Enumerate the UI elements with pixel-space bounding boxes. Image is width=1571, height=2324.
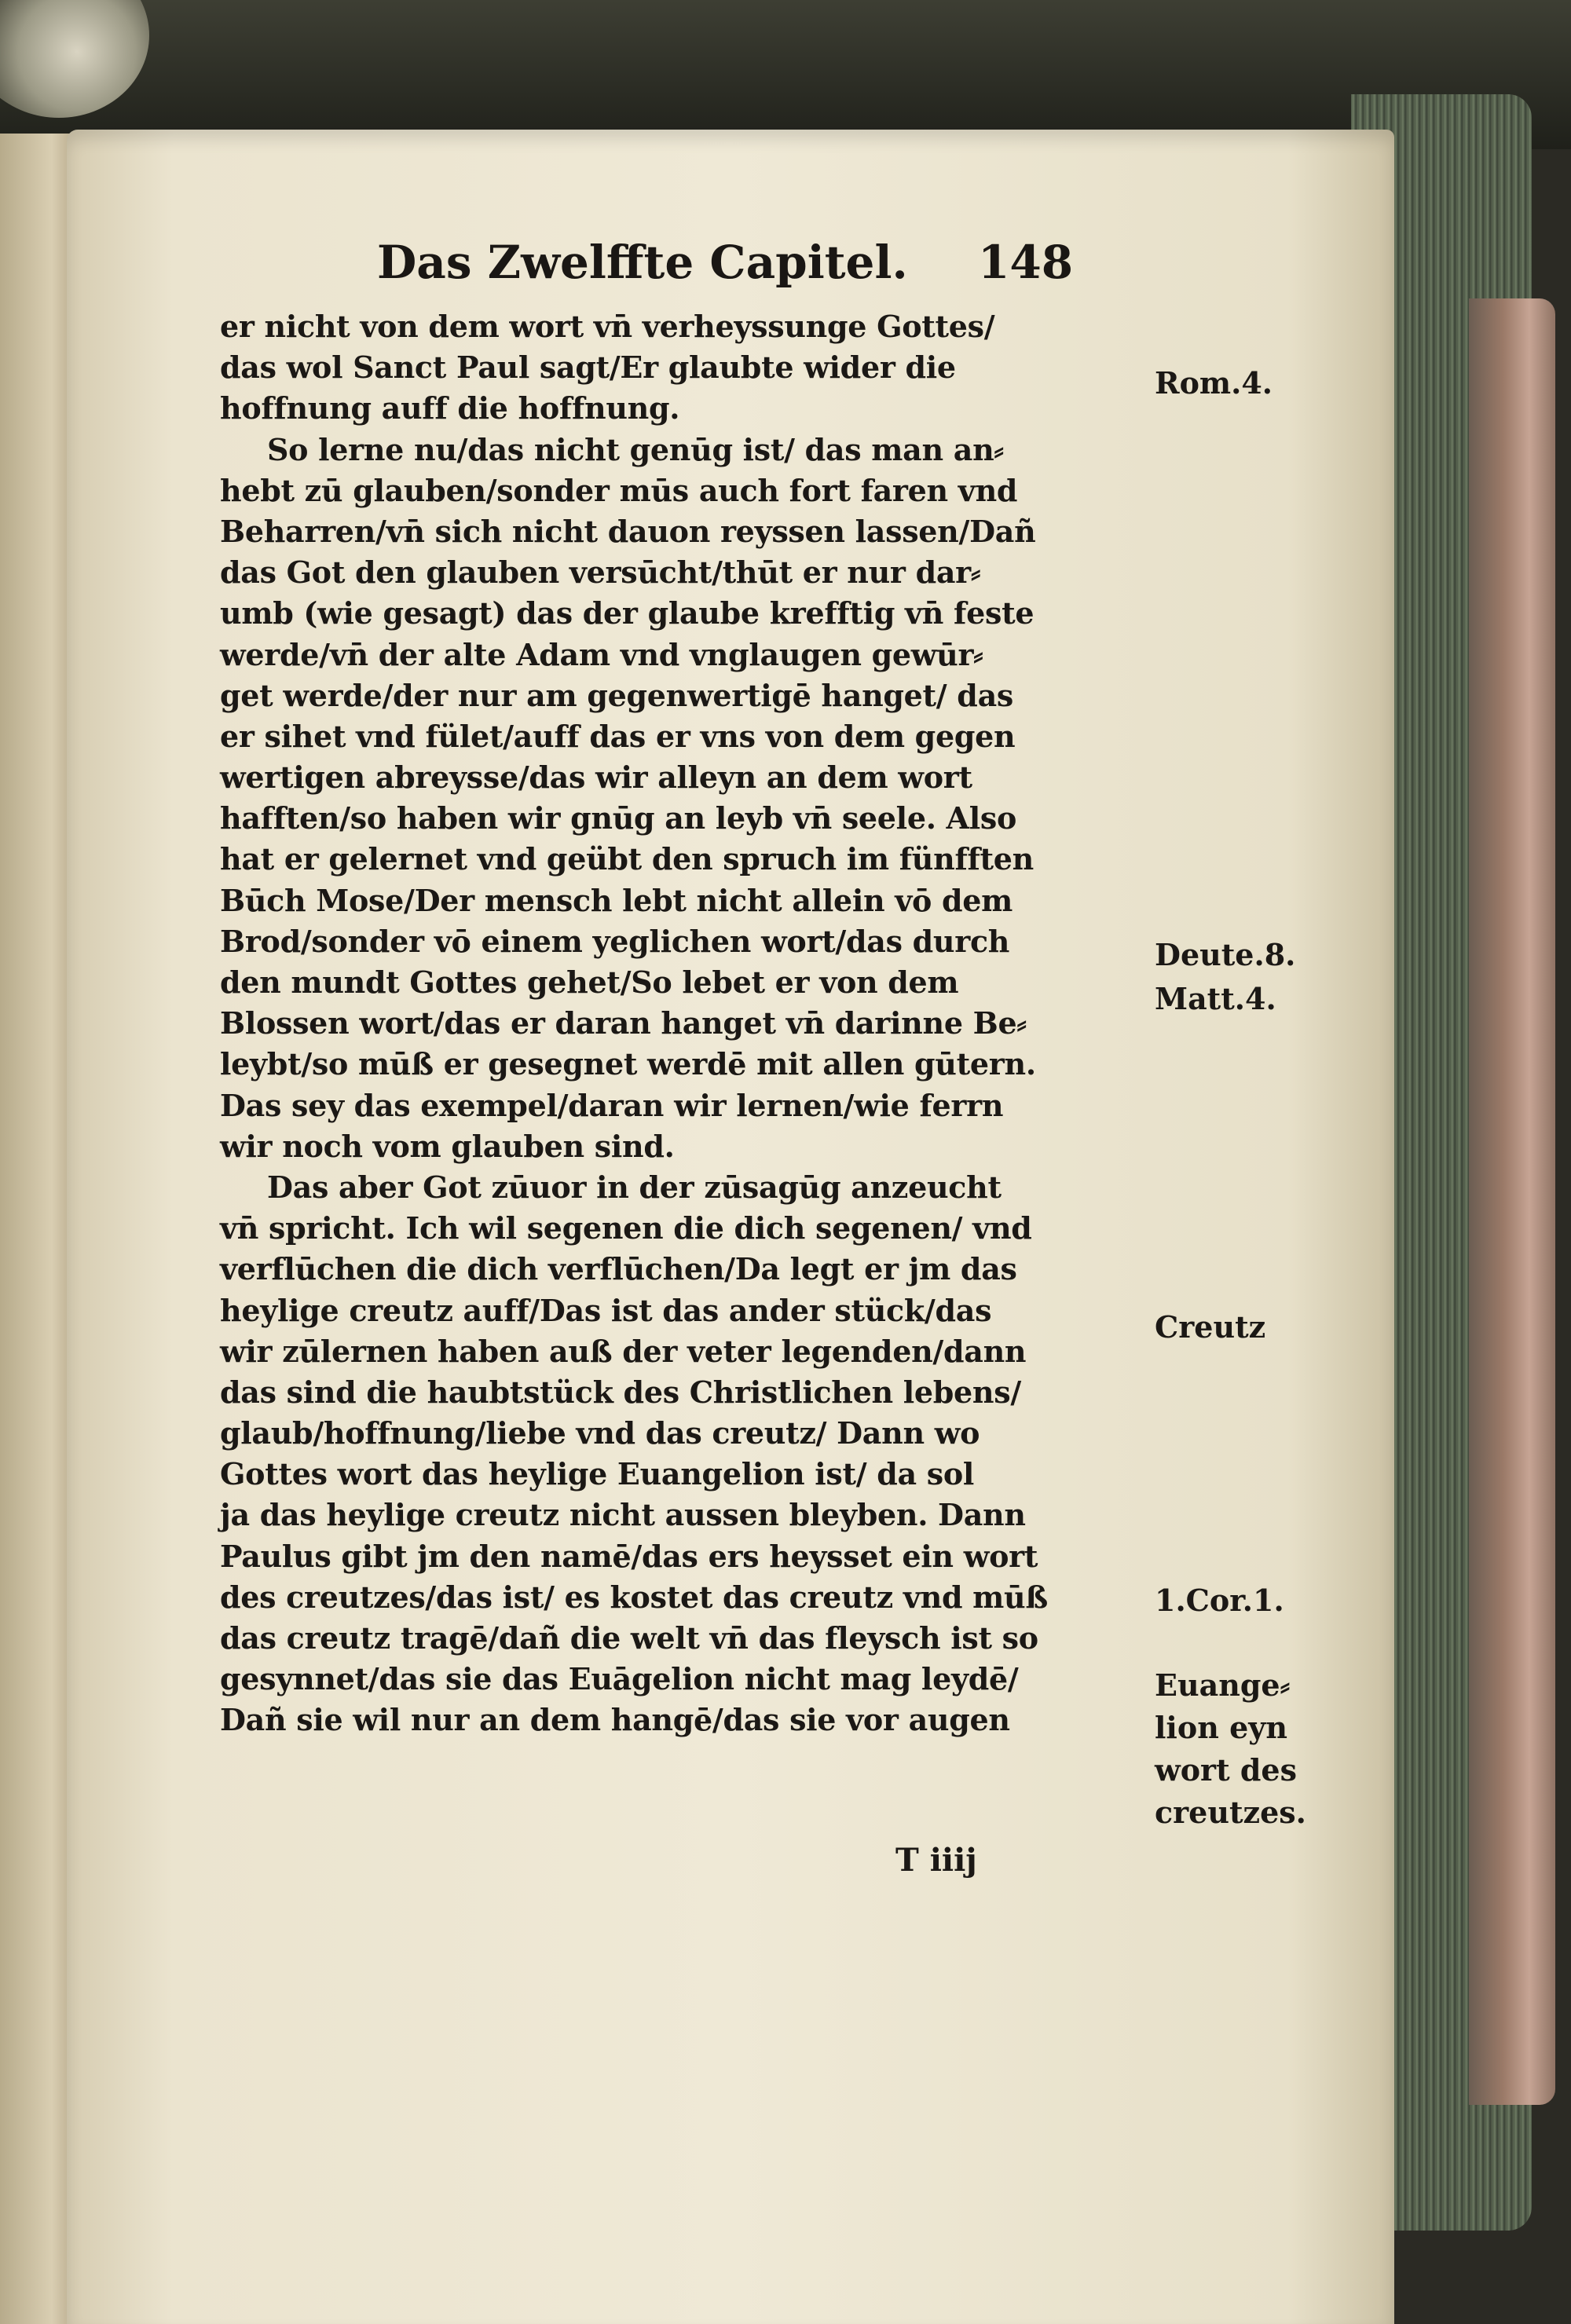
text-line: Gottes wort das heylige Euangelion ist/ da sol [220, 1456, 975, 1492]
margin-note-euangelion: wort des [1155, 1752, 1298, 1788]
text-line: vn̄ spricht. Ich wil segenen die dich segenen/ vnd [220, 1210, 1032, 1246]
text-line: das sind die haubtstück des Christlichen lebens/ [220, 1374, 1021, 1410]
margin-note-creutz: Creutz [1155, 1309, 1266, 1345]
text-line: hat er gelernet vnd geübt den spruch im fünfften [220, 841, 1034, 877]
text-line: wir noch vom glauben sind. [220, 1128, 675, 1164]
text-line: wertigen abreysse/das wir alleyn an dem wort [220, 759, 972, 796]
text-line: get werde/der nur am gegenwertigē hanget/ das [220, 677, 1013, 713]
margin-note-euangelion: Euange⸗ [1155, 1667, 1291, 1703]
text-line: wir zūlernen haben auß der veter legenden/dann [220, 1333, 1027, 1369]
text-line: des creutzes/das ist/ es kostet das creutz vnd mūß [220, 1579, 1048, 1615]
text-line: Blossen wort/das er daran hanget vn̄ darinne Be⸗ [220, 1005, 1027, 1041]
margin-note-cor: 1.Cor.1. [1155, 1583, 1284, 1618]
text-line: das wol Sanct Paul sagt/Er glaubte wider die [220, 350, 956, 386]
text-line: werde/vn̄ der alte Adam vnd vnglaugen gewūr⸗ [220, 636, 983, 672]
text-line: hafften/so haben wir gnūg an leyb vn̄ seele. Also [220, 800, 1017, 836]
text-line: leybt/so mūß er gesegnet werdē mit allen gūtern. [220, 1046, 1036, 1082]
text-line: Būch Mose/Der mensch lebt nicht allein vō dem [220, 882, 1013, 918]
text-line: verflūchen die dich verflūchen/Da legt er jm das [220, 1251, 1017, 1287]
text-line: hebt zū glauben/sonder mūs auch fort faren vnd [220, 472, 1018, 508]
text-line: heylige creutz auff/Das ist das ander stück/das [220, 1292, 992, 1328]
text-line: er sihet vnd fület/auff das er vns von dem gegen [220, 718, 1016, 754]
signature-mark: T iiij [895, 1842, 977, 1879]
text-line: den mundt Gottes gehet/So lebet er von dem [220, 964, 959, 1000]
text-line: Das sey das exempel/daran wir lernen/wie ferrn [220, 1087, 1004, 1123]
margin-note-rom: Rom.4. [1155, 365, 1273, 401]
running-head-title: Das Zwelffte Capitel. [377, 236, 908, 289]
margin-note-deute: Deute.8. [1155, 937, 1296, 972]
book-cover-top [0, 0, 1571, 149]
text-line: das creutz tragē/dañ die welt vn̄ das fleysch ist so [220, 1620, 1038, 1656]
cover-edge [1469, 298, 1555, 2105]
text-line: Paulus gibt jm den namē/das ers heysset ein wort [220, 1538, 1038, 1574]
text-line: Dañ sie wil nur an dem hangē/das sie vor augen [220, 1702, 1010, 1738]
main-text-block [220, 306, 1131, 1741]
text-line: Brod/sonder vō einem yeglichen wort/das durch [220, 923, 1010, 959]
text-line: umb (wie gesagt) das der glaube krefftig vn̄ feste [220, 595, 1035, 631]
text-line: So lerne nu/das nicht genūg ist/ das man an⸗ [267, 431, 1004, 467]
text-line: Beharren/vn̄ sich nicht dauon reyssen lassen/Dañ [220, 513, 1036, 549]
text-line: ja das heylige creutz nicht aussen bleyben. Dann [220, 1497, 1026, 1533]
text-line: Das aber Got zūuor in der zūsagūg anzeucht [267, 1169, 1002, 1205]
text-line: das Got den glauben versūcht/thūt er nur dar⸗ [220, 554, 981, 591]
text-line: gesynnet/das sie das Euāgelion nicht mag leydē/ [220, 1661, 1019, 1697]
text-line: hoffnung auff die hoffnung. [220, 390, 680, 426]
page-number: 148 [978, 236, 1074, 289]
margin-note-euangelion: lion eyn [1155, 1710, 1287, 1745]
text-line: glaub/hoffnung/liebe vnd das creutz/ Dann wo [220, 1415, 980, 1451]
margin-note-euangelion: creutzes. [1155, 1795, 1306, 1830]
margin-note-matt: Matt.4. [1155, 981, 1276, 1016]
text-line: er nicht von dem wort vn̄ verheyssunge Gottes/ [220, 309, 995, 344]
